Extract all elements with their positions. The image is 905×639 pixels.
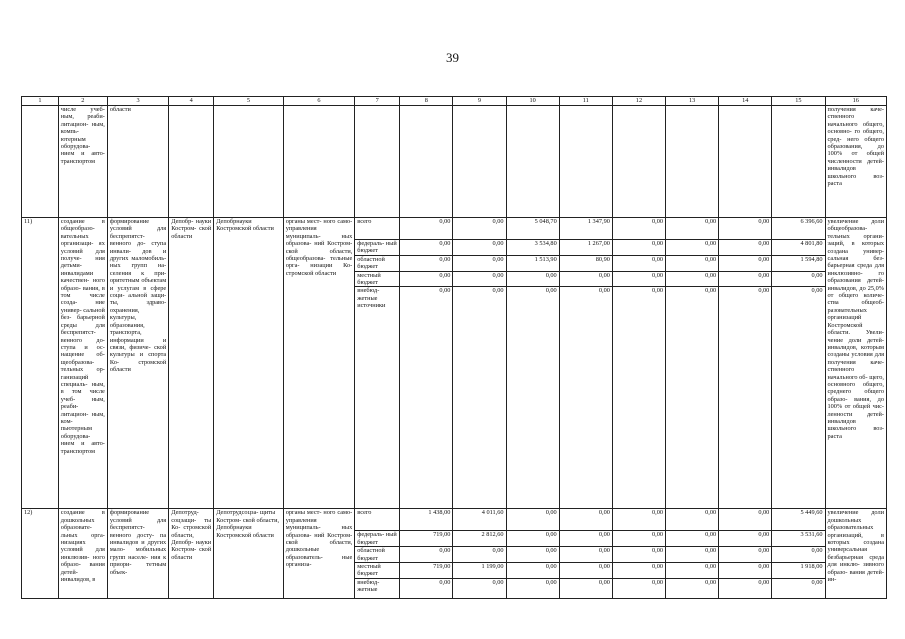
value-cell: 0,00 [666,531,719,547]
activity-name-cell: создание в дошкольных образовате- льных орга- низациях условий для инклюзив- ного образо- вания детей- инвалидов, в [58,509,107,598]
participants-cell: органы мест- ного само- управления муниципаль- ных образова- ний Костром- ской области, общеобразова- тельные орга- низации Ко- стромской области [283,218,355,509]
value-cell: 6 396,60 [772,218,825,240]
value-cell: 0,00 [666,218,719,240]
row-number-cell [22,106,59,218]
value-cell: 0,00 [719,240,772,256]
continuation-row [22,106,887,218]
value-cell: 0,00 [666,547,719,563]
value-cell: 0,00 [400,287,453,509]
value-cell: 4 801,80 [772,240,825,256]
measure-cell: формирование условий для беспрепятст- венного до- ступа инвали- дов и других маломобиль- ных групп на- селения к при- оритетным объектам и услугам в сфере соци- альной защи- ты, здраво- охранения, культуры, образования, транспорта, информации и связи, физиче- ской культуры и спорта Ко- стромской области [107,218,168,509]
value-cell: 0,00 [612,287,665,509]
value-cell: 0,00 [719,271,772,287]
source-cell: всего [355,509,400,531]
source-cell: областной бюджет [355,255,400,271]
value-cell: 0,00 [506,287,559,509]
value-cell: 0,00 [719,578,772,598]
value-cell [666,106,719,218]
column-number: 11 [559,97,612,106]
value-cell: 0,00 [612,547,665,563]
value-cell: 0,00 [612,218,665,240]
value-cell: 5 449,60 [772,509,825,531]
value-cell: 0,00 [453,547,506,563]
column-number: 7 [355,97,400,106]
source-cell: местный бюджет [355,271,400,287]
activity-name-cell: создание в общеобразо- вательных организаци- ях условий для получе- ния детьми- инвалидами качествен- ного образо- вания, в том числе созда- ние универ- сальной без- барьерной среды для беспрепятст- венного до- ступа и ос- нащение об- щеобразова- тельных ор- ганизаций специаль- ным, в том числе учеб- ным, реаби- литацион- ным, ком- пьютерным оборудова- нием и авто- транспортом [58,218,107,509]
row-number-cell: 12) [22,509,59,598]
column-number: 16 [825,97,887,106]
column-number: 8 [400,97,453,106]
value-cell: 0,00 [453,240,506,256]
value-cell: 1 267,00 [559,240,612,256]
measure-cell: формирование условий для беспрепятст- венного досту- па инвалидов и других мало- мобильных групп населе- ния к приори- тетным объек- [107,509,168,598]
source-cell: федераль- ный бюджет [355,531,400,547]
value-cell: 0,00 [772,271,825,287]
column-number: 6 [283,97,355,106]
value-cell: 0,00 [506,509,559,531]
column-number: 15 [772,97,825,106]
column-number: 1 [22,97,59,106]
value-cell: 0,00 [559,271,612,287]
value-cell: 3 534,80 [506,240,559,256]
value-cell: 0,00 [719,563,772,579]
column-number: 2 [58,97,107,106]
value-cell: 4 011,60 [453,509,506,531]
value-cell [506,106,559,218]
value-cell: 0,00 [506,547,559,563]
value-cell: 0,00 [772,547,825,563]
value-cell: 0,00 [559,531,612,547]
value-cell: 0,00 [559,287,612,509]
value-cell: 0,00 [559,578,612,598]
value-cell: 0,00 [559,547,612,563]
source-cell: местный бюджет [355,563,400,579]
value-cell: 0,00 [559,509,612,531]
value-cell: 0,00 [612,240,665,256]
value-cell: 0,00 [453,578,506,598]
value-cell: 719,00 [400,531,453,547]
value-cell: 1 347,90 [559,218,612,240]
executor-cell: Депобр- науки Костром- ской области [169,218,214,509]
value-cell: 0,00 [719,255,772,271]
executor-cell: Депотруд- соцзащи- ты Ко- стромской области, Депобр- науки Костром- ской области [169,509,214,598]
value-cell: 0,00 [719,547,772,563]
value-cell: 0,00 [400,271,453,287]
program-table [21,96,887,599]
value-cell: 0,00 [666,563,719,579]
value-cell: 719,00 [400,563,453,579]
value-cell: 0,00 [400,255,453,271]
value-cell: 0,00 [506,271,559,287]
value-cell: 0,00 [506,578,559,598]
column-number: 10 [506,97,559,106]
value-cell: 2 812,60 [453,531,506,547]
column-number: 3 [107,97,168,106]
value-cell [453,106,506,218]
value-cell: 0,00 [612,271,665,287]
finance-row [22,218,887,240]
finance-row [22,509,887,531]
source-cell: всего [355,218,400,240]
value-cell: 0,00 [719,218,772,240]
value-cell: 0,00 [400,578,453,598]
value-cell: 1 918,00 [772,563,825,579]
value-cell: 1 438,00 [400,509,453,531]
value-cell: 0,00 [772,578,825,598]
value-cell: 0,00 [612,563,665,579]
value-cell: 0,00 [453,255,506,271]
activity-name-cell: числе учеб- ным, реаби- литацион- ным, компь- ютерным оборудова- нием и авто- транспортом [58,106,107,218]
value-cell: 1 199,00 [453,563,506,579]
responsible-cell: Депобрнауки Костромской области [214,218,284,509]
value-cell: 80,90 [559,255,612,271]
column-number: 14 [719,97,772,106]
source-cell: областной бюджет [355,547,400,563]
value-cell: 0,00 [719,531,772,547]
value-cell [400,106,453,218]
responsible-cell [214,106,284,218]
value-cell: 0,00 [453,218,506,240]
row-number-cell: 11) [22,218,59,509]
value-cell: 0,00 [612,255,665,271]
column-number: 13 [666,97,719,106]
value-cell: 1 513,90 [506,255,559,271]
value-cell: 0,00 [400,547,453,563]
value-cell [719,106,772,218]
value-cell: 0,00 [506,563,559,579]
source-cell: внебюд- жетные источники [355,287,400,509]
source-cell: федераль- ный бюджет [355,240,400,256]
measure-cell: области [107,106,168,218]
column-numbers-row [22,97,887,106]
value-cell: 0,00 [666,578,719,598]
participants-cell: органы мест- ного само- управления муниципаль- ных образова- ний Костром- ской области, дошкольные образователь- ные организа- [283,509,355,598]
value-cell [612,106,665,218]
value-cell: 0,00 [453,271,506,287]
source-cell [355,106,400,218]
value-cell: 0,00 [400,240,453,256]
participants-cell [283,106,355,218]
value-cell: 0,00 [719,287,772,509]
column-number: 12 [612,97,665,106]
value-cell: 0,00 [453,287,506,509]
source-cell: внебюд- жетные [355,578,400,598]
column-number: 9 [453,97,506,106]
value-cell: 0,00 [666,271,719,287]
value-cell: 1 594,80 [772,255,825,271]
value-cell: 0,00 [666,287,719,509]
value-cell: 0,00 [400,218,453,240]
value-cell: 5 048,70 [506,218,559,240]
column-number: 5 [214,97,284,106]
page-number: 39 [446,50,459,65]
value-cell: 0,00 [612,509,665,531]
value-cell [559,106,612,218]
result-cell: получения каче- ственного начального общего, основно- го общего, сред- него общего образования, до 100% от общей численности детей-инвалидов школьного воз- раста [825,106,887,218]
value-cell [772,106,825,218]
value-cell: 0,00 [612,531,665,547]
value-cell: 0,00 [772,287,825,509]
executor-cell [169,106,214,218]
result-cell: увеличение доли дошкольных образовательных организаций, в которых создана универсальная безбарьерная среда для инклю- зивного образо- вания детей-ин- [825,509,887,598]
value-cell: 0,00 [559,563,612,579]
value-cell: 0,00 [666,240,719,256]
value-cell: 0,00 [612,578,665,598]
value-cell: 0,00 [666,255,719,271]
result-cell: увеличение доли общеобразова- тельных органи- заций, в которых создана универ- сальная без- барьерная среда для инклюзивно- го образования детей-инвалидов, до 25,0% от общего количе- ства общеоб- разовательных организаций Костромской области. Увели- чение доли детей-инвалидов, которым созданы условия для получения каче- ственного начального об- щего, основного общего, среднего общего образо- вания, до 100% от общей чис- ленности детей- инвалидов школьного воз- раста [825,218,887,509]
value-cell: 0,00 [719,509,772,531]
value-cell: 0,00 [666,509,719,531]
value-cell: 3 531,60 [772,531,825,547]
column-number: 4 [169,97,214,106]
value-cell: 0,00 [506,531,559,547]
responsible-cell: Депотрудсоцза- щиты Костром- ской области, Депобрнауки Костромской области [214,509,284,598]
